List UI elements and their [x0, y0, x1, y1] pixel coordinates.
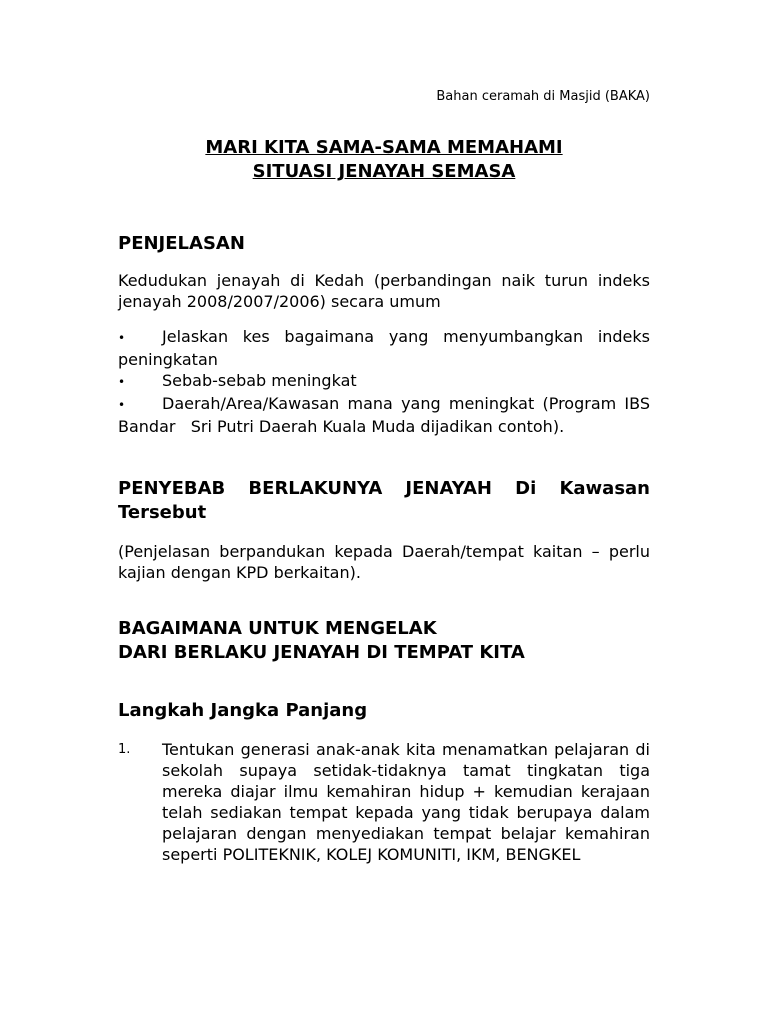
title-line-1: MARI KITA SAMA-SAMA MEMAHAMI — [205, 137, 563, 158]
heading-bagaimana-line-1: BAGAIMANA UNTUK MENGELAK — [118, 618, 437, 639]
bullet-text: Daerah/Area/Kawasan mana yang meningkat (Program IBS Bandar Sri Putri Daerah Kuala Muda dijadikan contoh). — [118, 394, 656, 436]
list-item — [118, 393, 656, 437]
langkah-list — [118, 739, 650, 865]
heading-bagaimana — [118, 617, 650, 665]
heading-penyebab: PENYEBAB BERLAKUNYA JENAYAH Di Kawasan Tersebut — [118, 478, 650, 523]
item-text: Tentukan generasi anak-anak kita menamatkan pelajaran di sekolah supaya setidak-tidaknya tamat tingkatan tiga mereka diajar ilmu kemahiran hidup + kemudian kerajaan telah sediakan tempat kepada yang tidak berupaya dalam pelajaran dengan menyediakan tempat belajar kemahiran seperti POLITEKNIK, KOLEJ KOMUNITI, IKM, BENGKEL — [162, 740, 650, 864]
penjelasan-intro: Kedudukan jenayah di Kedah (perbandingan naik turun indeks jenayah 2008/2007/2006) secara umum — [118, 271, 650, 311]
bullet-text: Jelaskan kes bagaimana yang menyumbangkan indeks peningkatan — [118, 327, 650, 369]
bullet-icon: • — [118, 398, 126, 412]
title-line-2: SITUASI JENAYAH SEMASA — [252, 161, 516, 182]
list-item — [118, 326, 650, 370]
penjelasan-bullets — [118, 326, 656, 437]
list-item — [118, 370, 650, 393]
document-title — [118, 136, 650, 184]
heading-langkah: Langkah Jangka Panjang — [118, 700, 368, 721]
bullet-text: Sebab-sebab meningkat — [162, 371, 357, 390]
bullet-icon: • — [118, 331, 126, 345]
heading-penjelasan: PENJELASAN — [118, 233, 245, 254]
penyebab-text: (Penjelasan berpandukan kepada Daerah/tempat kaitan – perlu kajian dengan KPD berkaitan). — [118, 542, 650, 582]
item-number: 1. — [118, 742, 131, 757]
document-page — [118, 88, 656, 865]
list-item — [118, 739, 650, 865]
bullet-icon: • — [118, 375, 126, 389]
heading-bagaimana-line-2: DARI BERLAKU JENAYAH DI TEMPAT KITA — [118, 642, 525, 663]
header-note: Bahan ceramah di Masjid (BAKA) — [436, 89, 650, 104]
